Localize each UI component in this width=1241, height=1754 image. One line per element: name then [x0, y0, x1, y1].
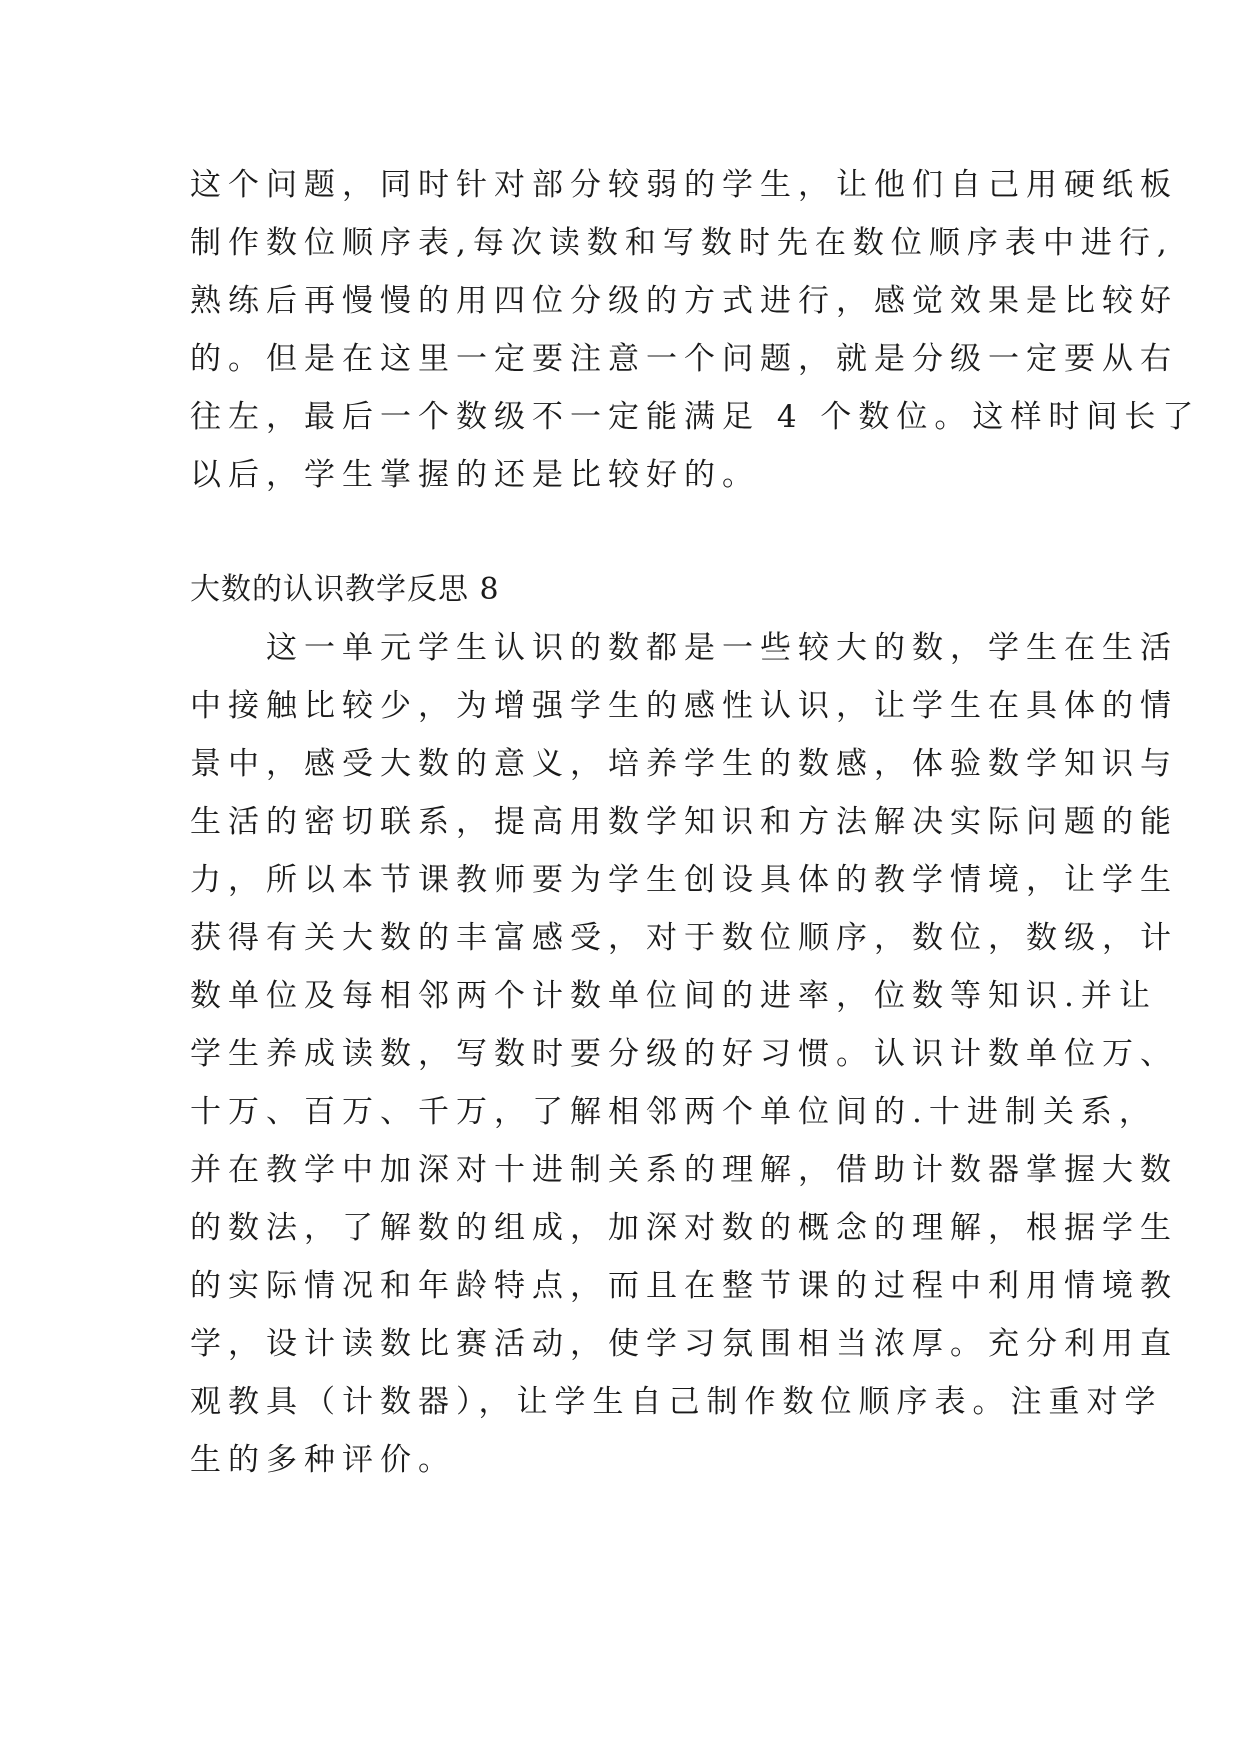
text-line: 的实际情况和年龄特点，而且在整节课的过程中利用情境教	[190, 1268, 1178, 1304]
text-line: 生的多种评价。	[190, 1442, 456, 1478]
text-line: 学，设计读数比赛活动，使学习氛围相当浓厚。充分利用直	[190, 1326, 1178, 1362]
text-line: 数单位及每相邻两个计数单位间的进率，位数等知识.并让	[190, 978, 1157, 1014]
text-line: 的。但是在这里一定要注意一个问题，就是分级一定要从右	[190, 341, 1178, 377]
text-line: 获得有关大数的丰富感受，对于数位顺序，数位，数级，计	[190, 920, 1178, 956]
text-line: 力，所以本节课教师要为学生创设具体的教学情境，让学生	[190, 862, 1178, 898]
text-line: 制作数位顺序表,每次读数和写数时先在数位顺序表中进行,	[190, 225, 1174, 261]
text-line: 生活的密切联系，提高用数学知识和方法解决实际问题的能	[190, 804, 1178, 840]
text-line: 这一单元学生认识的数都是一些较大的数，学生在生活	[190, 630, 1178, 666]
text-line: 的数法，了解数的组成，加深对数的概念的理解，根据学生	[190, 1210, 1178, 1246]
text-line: 熟练后再慢慢的用四位分级的方式进行，感觉效果是比较好	[190, 283, 1178, 319]
text-line: 以后，学生掌握的还是比较好的。	[190, 457, 760, 493]
text-line: 十万、百万、千万，了解相邻两个单位间的.十进制关系，	[190, 1094, 1157, 1130]
section-heading: 大数的认识教学反思 8	[190, 572, 500, 607]
text-line: 这个问题，同时针对部分较弱的学生，让他们自己用硬纸板	[190, 167, 1178, 203]
text-line: 并在教学中加深对十进制关系的理解，借助计数器掌握大数	[190, 1152, 1178, 1188]
text-line: 学生养成读数，写数时要分级的好习惯。认识计数单位万、	[190, 1036, 1178, 1072]
text-line: 往左，最后一个数级不一定能满足 4 个数位。这样时间长了	[190, 399, 1201, 435]
text-line: 中接触比较少，为增强学生的感性认识，让学生在具体的情	[190, 688, 1178, 724]
text-line: 景中，感受大数的意义，培养学生的数感，体验数学知识与	[190, 746, 1178, 782]
text-line: 观教具（计数器），让学生自己制作数位顺序表。注重对学	[190, 1384, 1163, 1420]
